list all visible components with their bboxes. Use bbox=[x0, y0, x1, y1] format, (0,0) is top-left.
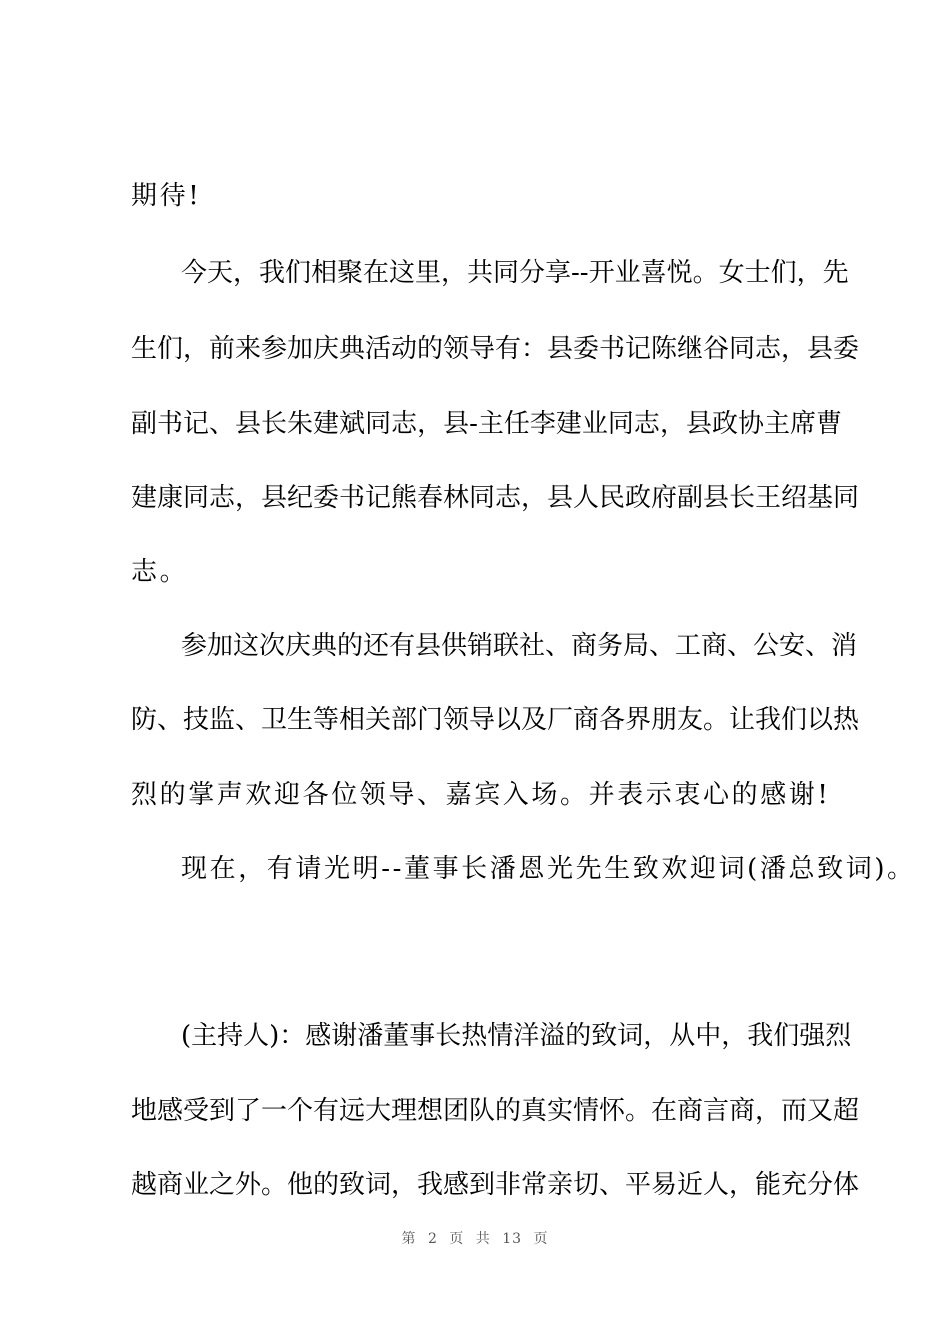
page-number-footer: 第 2 页 共 13 页 bbox=[401, 1231, 549, 1247]
text-line: 烈的掌声欢迎各位领导、嘉宾入场。并表示衷心的感谢! bbox=[131, 780, 831, 810]
text-line: 志。 bbox=[131, 557, 189, 587]
text-line: 防、技监、卫生等相关部门领导以及厂商各界朋友。让我们以热 bbox=[131, 705, 860, 735]
text-line: (主持人)：感谢潘董事长热情洋溢的致词，从中，我们强烈 bbox=[181, 1021, 852, 1051]
text-line: 今天，我们相聚在这里，共同分享--开业喜悦。女士们，先 bbox=[181, 258, 849, 288]
text-line: 副书记、县长朱建斌同志，县-主任李建业同志，县政协主席曹 bbox=[131, 409, 842, 439]
text-line: 期待! bbox=[131, 181, 202, 211]
text-line: 建康同志，县纪委书记熊春林同志，县人民政府副县长王绍基同 bbox=[131, 483, 860, 513]
text-line: 地感受到了一个有远大理想团队的真实情怀。在商言商，而又超 bbox=[131, 1096, 860, 1126]
text-line: 越商业之外。他的致词，我感到非常亲切、平易近人，能充分体 bbox=[131, 1170, 860, 1200]
text-line: 现在，有请光明--董事长潘恩光先生致欢迎词(潘总致词)。 bbox=[181, 854, 916, 884]
text-line: 参加这次庆典的还有县供销联社、商务局、工商、公安、消 bbox=[181, 631, 858, 661]
text-line: 生们，前来参加庆典活动的领导有：县委书记陈继谷同志，县委 bbox=[131, 334, 860, 364]
